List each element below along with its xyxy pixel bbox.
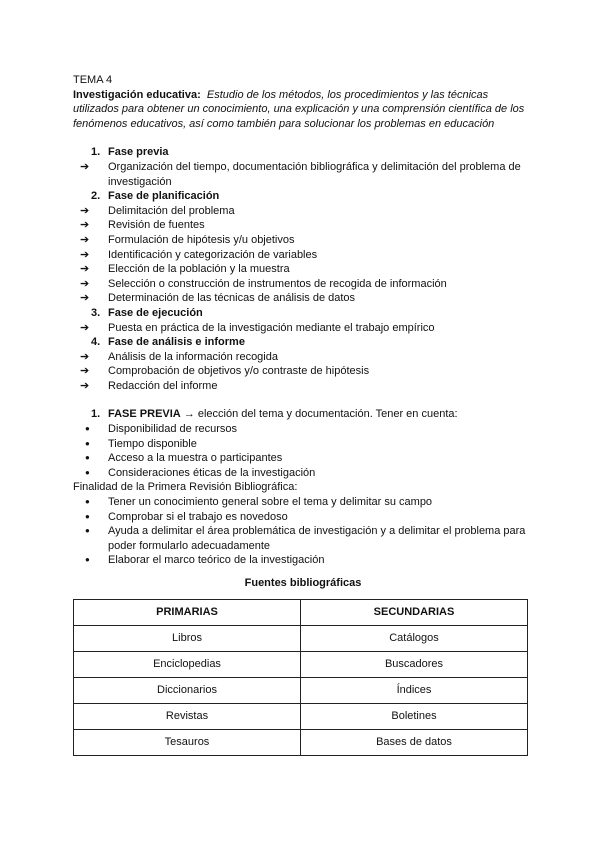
list-item [73, 524, 533, 553]
list-item-text: Revisión de fuentes [108, 219, 205, 232]
list-item-text: Organización del tiempo, documentación bibliográfica y delimitación del problema de investigación [108, 160, 521, 188]
list-item-text: Formulación de hipótesis y/u objetivos [108, 233, 295, 246]
table-cell: Catálogos [301, 626, 528, 652]
intro-definition: Estudio de los métodos, los procedimientos y las técnicas utilizados para obtener un conocimiento, una explicación y una comprensión científica de los fenómenos educativos, así como también para solucionar los problemas en educación [73, 88, 525, 130]
list-item [73, 466, 533, 481]
list-item [73, 321, 533, 336]
table-cell: Tesauros [74, 730, 301, 756]
list-item [73, 248, 533, 263]
arrow-icon: ➔ [80, 233, 90, 246]
table-row [74, 626, 528, 652]
list-item-text: Elaborar el marco teórico de la investigación [108, 554, 325, 567]
table-cell: Enciclopedias [74, 652, 301, 678]
arrow-icon: ➔ [80, 321, 90, 334]
list-number: 1. [91, 408, 101, 421]
arrow-icon: ➔ [80, 219, 90, 232]
list-item [73, 233, 533, 248]
table-header: PRIMARIAS [74, 600, 301, 626]
list-number: 4. [91, 336, 101, 349]
arrow-icon: ➔ [80, 263, 90, 276]
list-item [73, 451, 533, 466]
fase-previa-list [73, 422, 533, 480]
arrow-icon: ➔ [80, 365, 90, 378]
list-item [73, 291, 533, 306]
list-item-text: Delimitación del problema [108, 204, 235, 217]
list-item-text: Tiempo disponible [108, 437, 197, 450]
list-item [73, 422, 533, 437]
list-item [73, 364, 533, 379]
bullet-icon: ● [85, 511, 90, 521]
list-item-text: Ayuda a delimitar el área problemática de investigación y a delimitar el problema para poder formularlo adecuadamente [108, 525, 526, 552]
table-row [74, 652, 528, 678]
table-cell: Bases de datos [301, 730, 528, 756]
list-item-text: Análisis de la información recogida [108, 350, 278, 363]
bullet-icon: ● [85, 497, 90, 507]
list-item [73, 510, 533, 525]
list-number: 2. [91, 190, 101, 203]
arrow-icon: ➔ [80, 204, 90, 217]
table-header: SECUNDARIAS [301, 600, 528, 626]
sources-table [73, 599, 528, 756]
list-item-text: Fase de planificación [108, 190, 220, 203]
arrow-icon: ➔ [80, 350, 90, 363]
list-item [73, 553, 533, 568]
list-item-text: Fase de análisis e informe [108, 336, 245, 349]
list-item-text: Fase previa [108, 146, 169, 159]
phase-heading [73, 335, 533, 350]
table-row [74, 678, 528, 704]
list-item-text: Disponibilidad de recursos [108, 423, 238, 436]
list-item-text: Acceso a la muestra o participantes [108, 452, 283, 465]
intro-term: Investigación educativa: [73, 88, 201, 101]
table-cell: Revistas [74, 704, 301, 730]
phases-list [73, 145, 533, 393]
table-row [74, 730, 528, 756]
bullet-icon: ● [85, 467, 90, 477]
fase-previa-title: FASE PREVIA [108, 408, 181, 421]
list-item [73, 495, 533, 510]
list-item-text: Elección de la población y la muestra [108, 263, 290, 276]
phase-heading [73, 306, 533, 321]
intro-paragraph [73, 88, 533, 132]
list-item-text: Puesta en práctica de la investigación mediante el trabajo empírico [108, 321, 435, 334]
list-item-text: Tener un conocimiento general sobre el tema y delimitar su campo [108, 496, 433, 509]
list-item-text: Fase de ejecución [108, 306, 203, 319]
table-cell: Buscadores [301, 652, 528, 678]
bullet-icon: ● [85, 424, 90, 434]
bullet-icon: ● [85, 453, 90, 463]
list-item-text: Comprobar si el trabajo es novedoso [108, 510, 288, 523]
list-number: 1. [91, 146, 101, 159]
list-item-text: Determinación de las técnicas de análisis de datos [108, 292, 356, 305]
list-item-text: Identificación y categorización de variables [108, 248, 318, 261]
arrow-icon: ➔ [80, 379, 90, 392]
fase-previa-heading [73, 407, 533, 422]
phase-heading [73, 145, 533, 160]
heading: TEMA 4 [73, 74, 113, 86]
list-item [73, 350, 533, 365]
bullet-icon: ● [85, 526, 90, 536]
phase-heading [73, 189, 533, 204]
table-cell: Índices [301, 678, 528, 704]
arrow-icon: ➔ [80, 292, 90, 305]
list-number: 3. [91, 306, 101, 319]
table-row [74, 704, 528, 730]
list-item [73, 160, 533, 189]
list-item [73, 277, 533, 292]
fase-previa-text: → elección del tema y documentación. Tener en cuenta: [183, 408, 458, 421]
list-item [73, 262, 533, 277]
list-item-text: Redacción del informe [108, 379, 218, 392]
arrow-icon: ➔ [80, 277, 90, 290]
table-cell: Boletines [301, 704, 528, 730]
table-title: Fuentes bibliográficas [244, 577, 362, 589]
table-cell: Diccionarios [74, 678, 301, 704]
list-item [73, 379, 533, 394]
list-item-text: Comprobación de objetivos y/o contraste de hipótesis [108, 365, 370, 378]
list-item [73, 218, 533, 233]
arrow-icon: ➔ [80, 160, 90, 173]
finalidad-list [73, 495, 533, 568]
arrow-icon: ➔ [80, 248, 90, 261]
list-item-text: Consideraciones éticas de la investigación [108, 466, 316, 479]
list-item [73, 437, 533, 452]
bullet-icon: ● [85, 555, 90, 565]
table-cell: Libros [74, 626, 301, 652]
bullet-icon: ● [85, 438, 90, 448]
list-item [73, 204, 533, 219]
list-item-text: Selección o construcción de instrumentos de recogida de información [108, 277, 447, 290]
finalidad-title: Finalidad de la Primera Revisión Bibliográfica: [73, 481, 298, 494]
